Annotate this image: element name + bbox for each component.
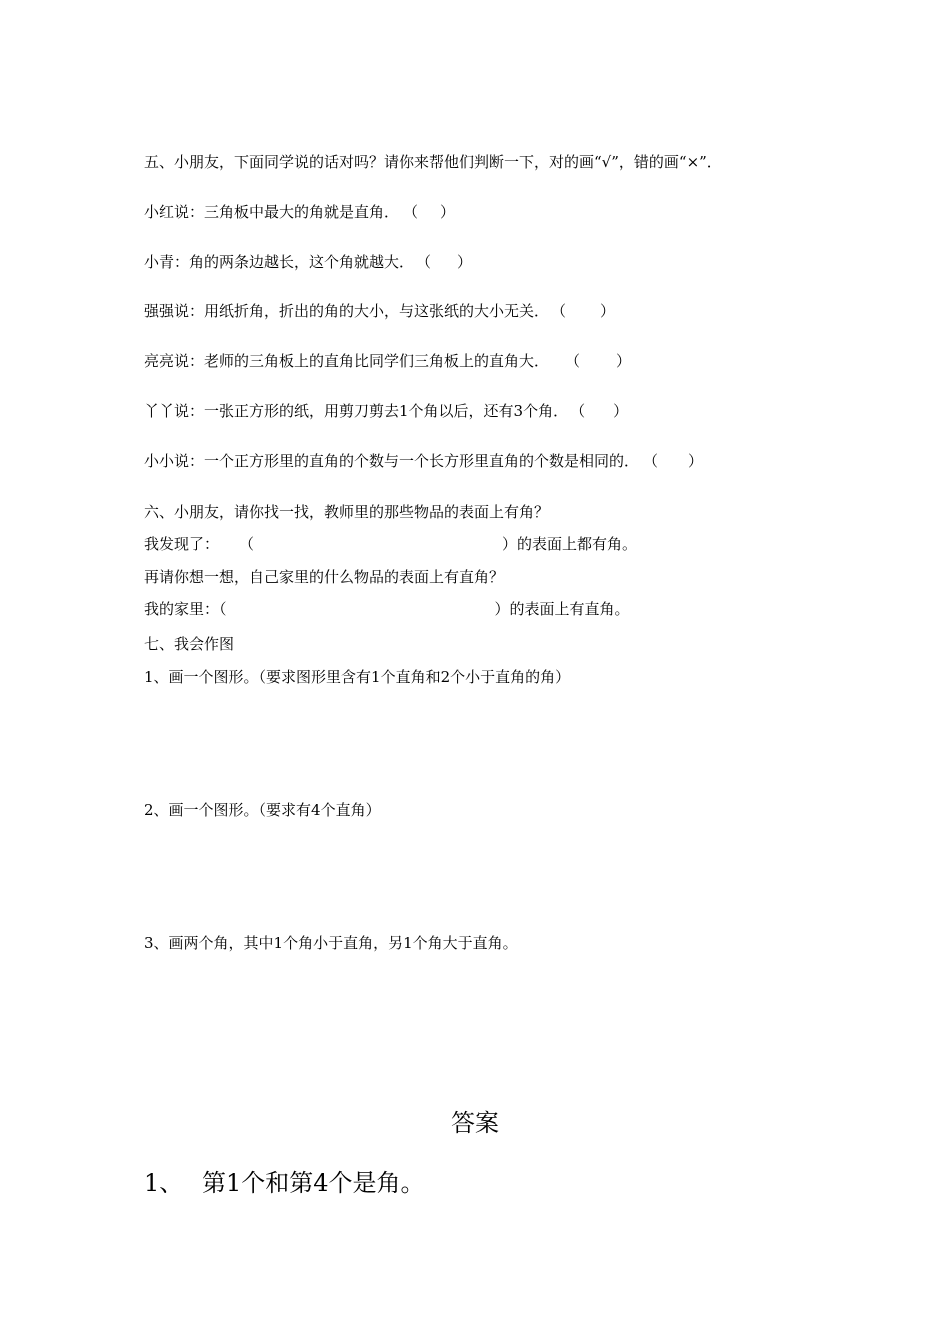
statement-text: 亮亮说：老师的三角板上的直角比同学们三角板上的直角大． — [144, 352, 550, 370]
statement-3 — [144, 301, 615, 321]
draw-task-1: 1、画一个图形。（要求图形里含有1个直角和2个小于直角的角） — [144, 668, 571, 686]
answer-item-1: 1、 第1个和第4个是角。 — [144, 1169, 425, 1197]
statement-text: 小小说：一个正方形里的直角的个数与一个长方形里直角的个数是相同的． — [144, 452, 640, 470]
statement-text: 小青：角的两条边越长，这个角就越大． — [144, 253, 415, 271]
answer-blank[interactable]: （ ） — [551, 302, 616, 320]
home-blank[interactable]: （ — [219, 600, 227, 618]
section6-question2: 再请你想一想，自己家里的什么物品的表面上有直角？ — [144, 568, 505, 586]
answer-blank[interactable]: （ ） — [416, 253, 473, 271]
statement-2 — [144, 252, 472, 272]
section6-title: 六、小朋友，请你找一找，教师里的那些物品的表面上有角？ — [144, 503, 550, 521]
statement-5 — [144, 401, 628, 421]
statement-1 — [144, 202, 455, 222]
home-line: 我的家里：（ ）的表面上有直角。 — [144, 600, 630, 618]
answer-blank[interactable]: （ ） — [643, 452, 704, 470]
section7-title: 七、我会作图 — [144, 635, 235, 653]
statement-4 — [144, 351, 631, 371]
answer-blank[interactable]: （ ） — [565, 352, 632, 370]
answer-blank[interactable]: （ ） — [570, 402, 629, 420]
draw-task-2: 2、画一个图形。（要求有4个直角） — [144, 801, 381, 819]
statement-6 — [144, 451, 703, 471]
found-line: 我发现了： （ ）的表面上都有角。 — [144, 535, 638, 553]
found-blank[interactable]: （ — [239, 535, 255, 553]
statement-text: 强强说：用纸折角，折出的角的大小，与这张纸的大小无关． — [144, 302, 550, 320]
answer-blank[interactable]: （ ） — [403, 203, 456, 221]
section5-title: 五、小朋友，下面同学说的话对吗？请你来帮他们判断一下，对的画“√”，错的画“×”． — [144, 153, 722, 171]
statement-text: 丫丫说：一张正方形的纸，用剪刀剪去1个角以后，还有3个角． — [144, 402, 569, 420]
statement-text: 小红说：三角板中最大的角就是直角． — [144, 203, 400, 221]
draw-task-3: 3、画两个角，其中1个角小于直角，另1个角大于直角。 — [144, 934, 518, 952]
answers-title: 答案 — [451, 1109, 499, 1137]
